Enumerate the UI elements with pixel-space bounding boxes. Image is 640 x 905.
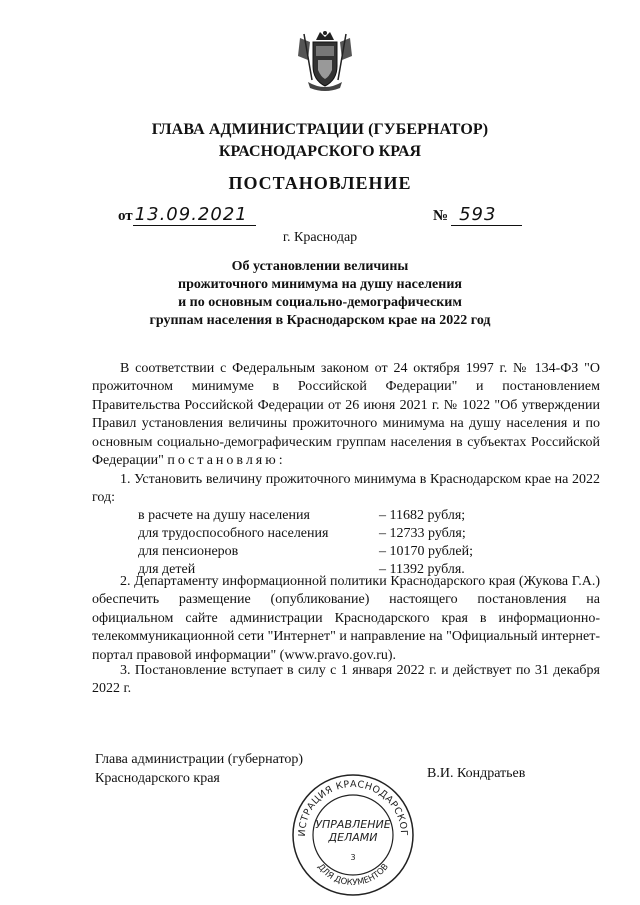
date-handwritten: 13.09.2021 (133, 204, 256, 226)
date-prefix: от (118, 208, 133, 224)
date-line (118, 204, 256, 226)
amount-value: – 10170 рублей; (379, 544, 473, 559)
stamp-ring-text: ИСТРАЦИЯ КРАСНОДАРСКОГ (296, 778, 410, 837)
stamp-bottom-text: ДЛЯ ДОКУМЕНТОВ (315, 862, 391, 889)
amount-label: для пенсионеров (138, 544, 239, 559)
amount-label: для трудоспособного населения (138, 526, 329, 541)
subject-line: группам населения в Краснодарском крае на 2022 год (149, 313, 491, 328)
number-prefix: № (433, 208, 449, 224)
stamp-number: 3 (350, 853, 356, 862)
item-1: 1. Установить величину прожиточного минимума в Краснодарском крае на 2022 год: (92, 472, 600, 506)
amount-value: – 11682 рубля; (379, 508, 466, 523)
preamble-paragraph (92, 360, 600, 470)
subject-line: и по основным социально-демографическим (178, 295, 462, 310)
item-2: 2. Департаменту информационной политики Краснодарского края (Жукова Г.А.) обеспечить размещение (опубликование) настоящего постановления на официальном сайте администрации Краснодарского края в информационно-телекоммуникационной сети "Интернет" и направление на "Официальный интернет-портал правовой информации" (www.pravo.gov.ru). (92, 574, 600, 663)
amount-value: – 11392 рубля. (379, 562, 465, 577)
amount-value: – 12733 рубля; (379, 526, 466, 541)
authority-title-line2: КРАСНОДАРСКОГО КРАЯ (218, 143, 422, 160)
number-line (433, 204, 522, 226)
decree-word: постановляю: (167, 453, 286, 469)
authority-title-line1: ГЛАВА АДМИНИСТРАЦИИ (ГУБЕРНАТОР) (151, 121, 489, 138)
signatory-title-line2: Краснодарского края (95, 771, 220, 786)
item-3: 3. Постановление вступает в силу с 1 января 2022 г. и действует по 31 декабря 2022 г. (92, 663, 600, 697)
stamp-center-line2: ДЕЛАМИ (328, 831, 378, 844)
subject-line: прожиточного минимума на душу населения (178, 277, 462, 292)
official-stamp (288, 770, 418, 900)
amount-label: в расчете на душу населения (138, 508, 310, 523)
signatory-name: В.И. Кондратьев (427, 766, 526, 781)
subject-title (0, 258, 640, 330)
number-handwritten: 593 (451, 204, 522, 226)
stamp-center-line1: УПРАВЛЕНИЕ (315, 818, 391, 831)
document-type: ПОСТАНОВЛЕНИЕ (228, 173, 412, 193)
city: г. Краснодар (282, 230, 358, 245)
amount-label: для детей (138, 562, 196, 577)
signatory-title-line1: Глава администрации (губернатор) (95, 752, 304, 767)
coat-of-arms-icon (296, 30, 354, 92)
subject-line: Об установлении величины (231, 259, 409, 274)
preamble-text: В соответствии с Федеральным законом от 24 октября 1997 г. № 134-ФЗ "О прожиточном минимуме в Российской Федерации" и постановлением Правительства Российской Федерации от 26 июня 2021 г. № 1022 "Об утверждении Правил установления величины прожиточного минимума на душу населения и по основным социально-демографическим группам населения в субъектах Российской Федерации" (92, 361, 600, 469)
